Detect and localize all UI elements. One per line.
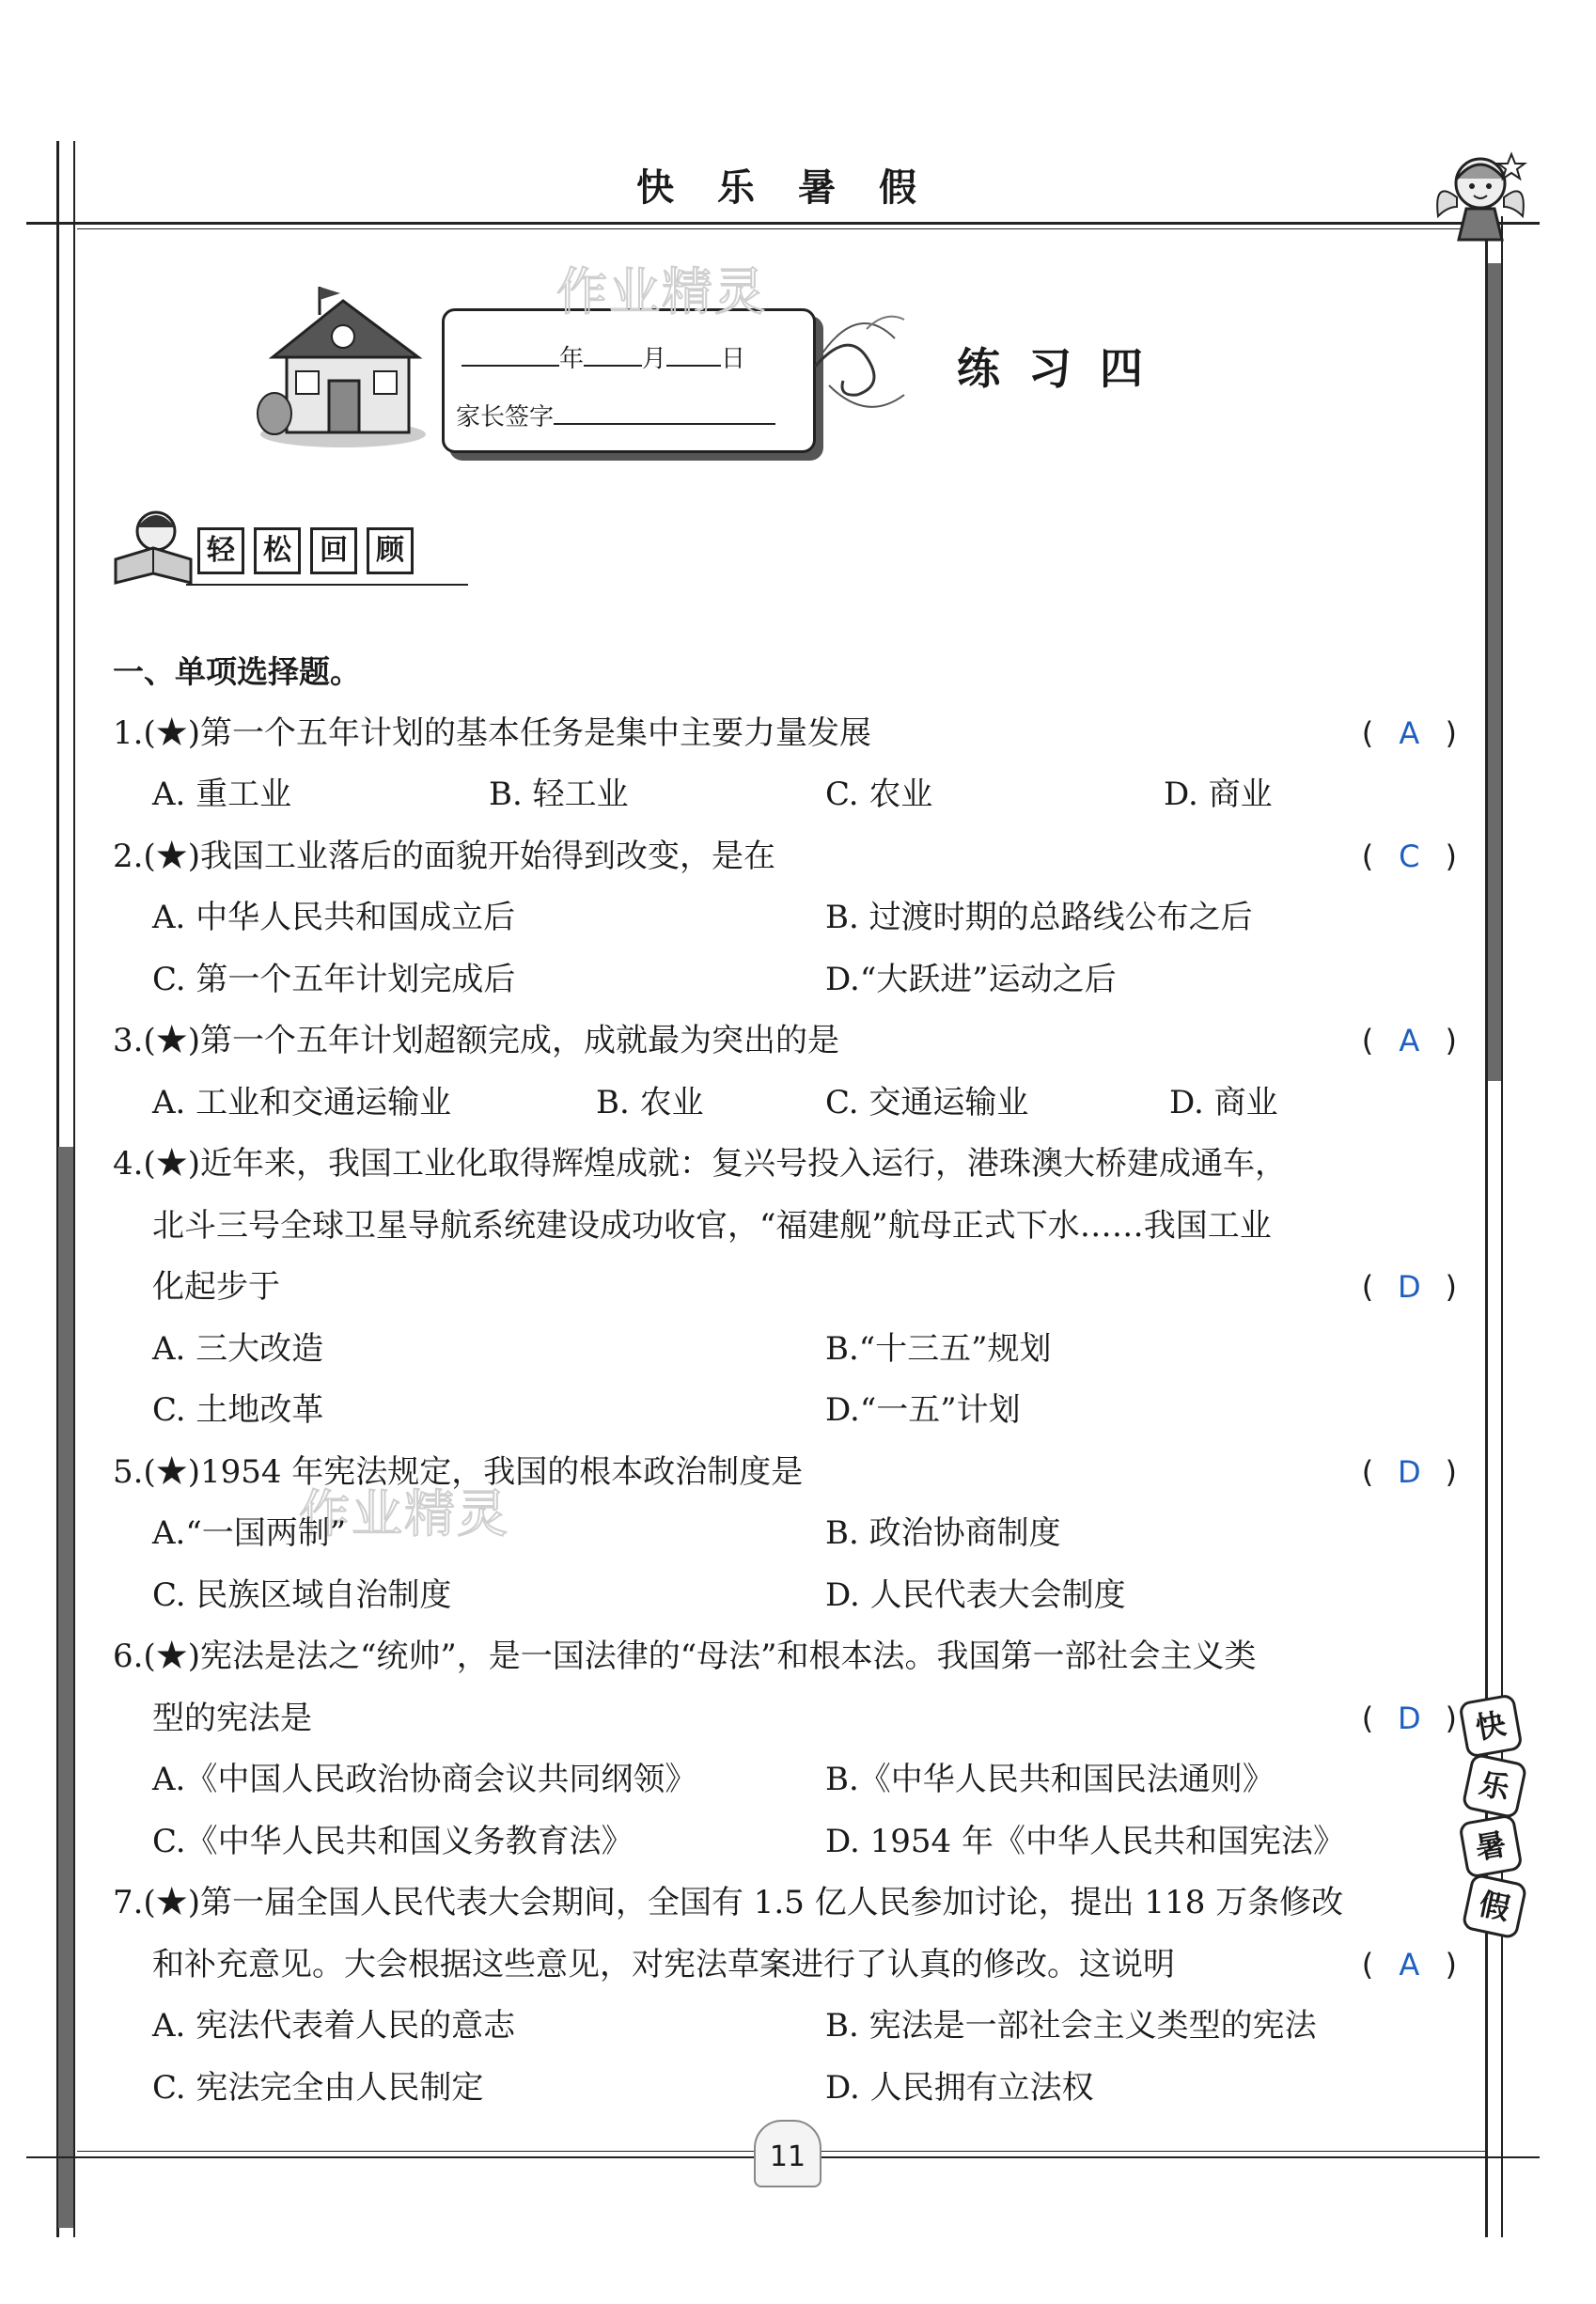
month-label: 月 xyxy=(642,345,667,373)
option-d[interactable]: D.“大跃进”运动之后 xyxy=(825,960,1117,998)
answer-bracket: ( D ) xyxy=(1362,1257,1457,1319)
header-rule-thin xyxy=(77,228,1487,229)
side-tab-4: 假 xyxy=(1461,1873,1527,1939)
option-c[interactable]: C. 农业 xyxy=(825,776,933,813)
options-row xyxy=(113,2058,1457,2120)
answer-letter: D xyxy=(1398,1269,1421,1305)
date-row xyxy=(462,339,745,374)
option-a[interactable]: A. 重工业 xyxy=(152,776,292,813)
answer-bracket: ( D ) xyxy=(1362,1688,1457,1750)
answer-letter: C xyxy=(1399,838,1420,874)
question-text: 7.(★)第一届全国人民代表大会期间，全国有 1.5 亿人民参加讨论，提出 118 万条修改 xyxy=(113,1884,1344,1921)
answer-letter: D xyxy=(1398,1453,1421,1490)
option-b[interactable]: B. 宪法是一部社会主义类型的宪法 xyxy=(825,2007,1317,2045)
question-text: 1.(★)第一个五年计划的基本任务是集中主要力量发展 xyxy=(113,713,871,752)
page-number: 11 xyxy=(754,2120,821,2187)
answer-letter: A xyxy=(1399,714,1420,751)
month-blank[interactable] xyxy=(584,365,642,367)
swirl-ornament-icon xyxy=(810,291,914,432)
day-blank[interactable] xyxy=(666,365,721,367)
section-title: 一、单项选择题。 xyxy=(113,653,361,690)
options-row xyxy=(113,1749,1457,1811)
option-b[interactable]: B. 轻工业 xyxy=(489,776,629,813)
side-tab-2: 乐 xyxy=(1461,1752,1527,1819)
question-text: 和补充意见。大会根据这些意见，对宪法草案进行了认真的修改。这说明 xyxy=(152,1945,1175,1983)
year-label: 年 xyxy=(559,345,585,373)
option-d[interactable]: D. 人民代表大会制度 xyxy=(825,1575,1126,1614)
parent-sign-blank[interactable] xyxy=(554,423,775,425)
options-row xyxy=(113,887,1457,949)
option-a[interactable]: A. 宪法代表着人民的意志 xyxy=(152,2007,516,2045)
question-list xyxy=(113,641,1457,2119)
question-3 xyxy=(113,1011,1457,1073)
option-c[interactable]: C. 交通运输业 xyxy=(825,1083,1029,1121)
options-row xyxy=(113,764,1457,826)
sign-row xyxy=(456,398,775,432)
options-row xyxy=(113,1073,1457,1135)
badge-underline xyxy=(186,584,468,586)
question-4-cont xyxy=(113,1257,1457,1319)
badge-char-2: 松 xyxy=(254,527,301,574)
option-a[interactable]: A. 三大改造 xyxy=(152,1329,324,1368)
options-row xyxy=(113,1503,1457,1565)
answer-bracket: ( C ) xyxy=(1362,826,1457,888)
option-d[interactable]: D. 商业 xyxy=(1164,776,1273,813)
reading-kid-icon xyxy=(111,503,196,588)
question-text: 2.(★)我国工业落后的面貌开始得到改变，是在 xyxy=(113,837,775,875)
question-7-cont xyxy=(113,1935,1457,1997)
option-c[interactable]: C.《中华人民共和国义务教育法》 xyxy=(152,1822,634,1860)
option-d[interactable]: D. 1954 年《中华人民共和国宪法》 xyxy=(825,1822,1345,1860)
parent-sign-label: 家长签字 xyxy=(456,403,555,431)
option-b[interactable]: B. 农业 xyxy=(596,1083,704,1121)
answer-letter: A xyxy=(1399,1023,1420,1058)
options-row xyxy=(113,949,1457,1011)
option-b[interactable]: B. 过渡时期的总路线公布之后 xyxy=(825,899,1253,936)
option-b[interactable]: B.《中华人民共和国民法通则》 xyxy=(825,1761,1275,1798)
badge-char-3: 回 xyxy=(310,527,357,574)
day-label: 日 xyxy=(721,345,746,373)
question-6-cont xyxy=(113,1688,1457,1750)
badge-char-4: 顾 xyxy=(367,527,414,574)
options-row xyxy=(113,1319,1457,1381)
question-4-cont xyxy=(113,1196,1457,1258)
option-a[interactable]: A. 中华人民共和国成立后 xyxy=(152,899,516,936)
date-signature-box xyxy=(442,308,816,453)
question-7 xyxy=(113,1873,1457,1935)
option-d[interactable]: D. 人民拥有立法权 xyxy=(825,2068,1094,2107)
answer-letter: A xyxy=(1399,1946,1420,1983)
answer-bracket: ( A ) xyxy=(1362,1011,1457,1073)
header-rule xyxy=(26,222,1540,225)
left-gray-bar xyxy=(58,1147,73,2228)
option-b[interactable]: B. 政治协商制度 xyxy=(825,1514,1061,1552)
header-title: 快乐暑假 xyxy=(636,166,960,210)
review-badge xyxy=(111,503,468,597)
question-text: 6.(★)宪法是法之“统帅”，是一国法律的“母法”和根本法。我国第一部社会主义类 xyxy=(113,1638,1257,1675)
side-tab-1: 快 xyxy=(1458,1693,1524,1759)
house-icon xyxy=(254,282,432,451)
answer-bracket: ( D ) xyxy=(1362,1442,1457,1504)
option-c[interactable]: C. 第一个五年计划完成后 xyxy=(152,960,516,998)
options-row xyxy=(113,1996,1457,2058)
year-blank[interactable] xyxy=(462,365,559,367)
badge-char-1: 轻 xyxy=(197,527,244,574)
watermark-top: 作业精灵 xyxy=(556,262,767,321)
question-text: 5.(★)1954 年宪法规定，我国的根本政治制度是 xyxy=(113,1452,804,1491)
option-a[interactable]: A. 工业和交通运输业 xyxy=(152,1083,452,1121)
question-4 xyxy=(113,1134,1457,1196)
question-text: 3.(★)第一个五年计划超额完成，成就最为突出的是 xyxy=(113,1022,839,1059)
answer-letter: D xyxy=(1398,1700,1421,1736)
option-c[interactable]: C. 宪法完全由人民制定 xyxy=(152,2068,484,2107)
left-border-line-inner xyxy=(73,141,75,2237)
options-row xyxy=(113,1380,1457,1442)
question-text: 4.(★)近年来，我国工业化取得辉煌成就：复兴号投入运行，港珠澳大桥建成通车， xyxy=(113,1145,1287,1183)
options-row xyxy=(113,1565,1457,1627)
fairy-mascot-icon xyxy=(1429,141,1532,254)
option-d[interactable]: D. 商业 xyxy=(1169,1083,1278,1121)
question-text: 型的宪法是 xyxy=(152,1699,312,1737)
option-a[interactable]: A.《中国人民政治协商会议共同纲领》 xyxy=(152,1761,697,1798)
question-text: 化起步于 xyxy=(152,1268,280,1306)
options-row xyxy=(113,1811,1457,1873)
question-2 xyxy=(113,826,1457,888)
right-gray-bar xyxy=(1488,263,1501,1081)
question-text: 北斗三号全球卫星导航系统建设成功收官，“福建舰”航母正式下水……我国工业 xyxy=(152,1206,1272,1245)
option-c[interactable]: C. 民族区域自治制度 xyxy=(152,1575,452,1614)
question-6 xyxy=(113,1626,1457,1688)
answer-bracket: ( A ) xyxy=(1362,1935,1457,1997)
option-a[interactable]: A.“一国两制” xyxy=(152,1514,347,1552)
watermark-middle: 作业精灵 xyxy=(299,1484,509,1544)
option-d[interactable]: D.“一五”计划 xyxy=(825,1391,1021,1429)
question-5 xyxy=(113,1442,1457,1504)
exercise-title: 练习四 xyxy=(957,343,1171,394)
option-c[interactable]: C. 土地改革 xyxy=(152,1391,324,1429)
answer-bracket: ( A ) xyxy=(1362,703,1457,765)
question-1 xyxy=(113,703,1457,765)
option-b[interactable]: B.“十三五”规划 xyxy=(825,1329,1052,1368)
side-tab-3: 暑 xyxy=(1458,1813,1524,1879)
